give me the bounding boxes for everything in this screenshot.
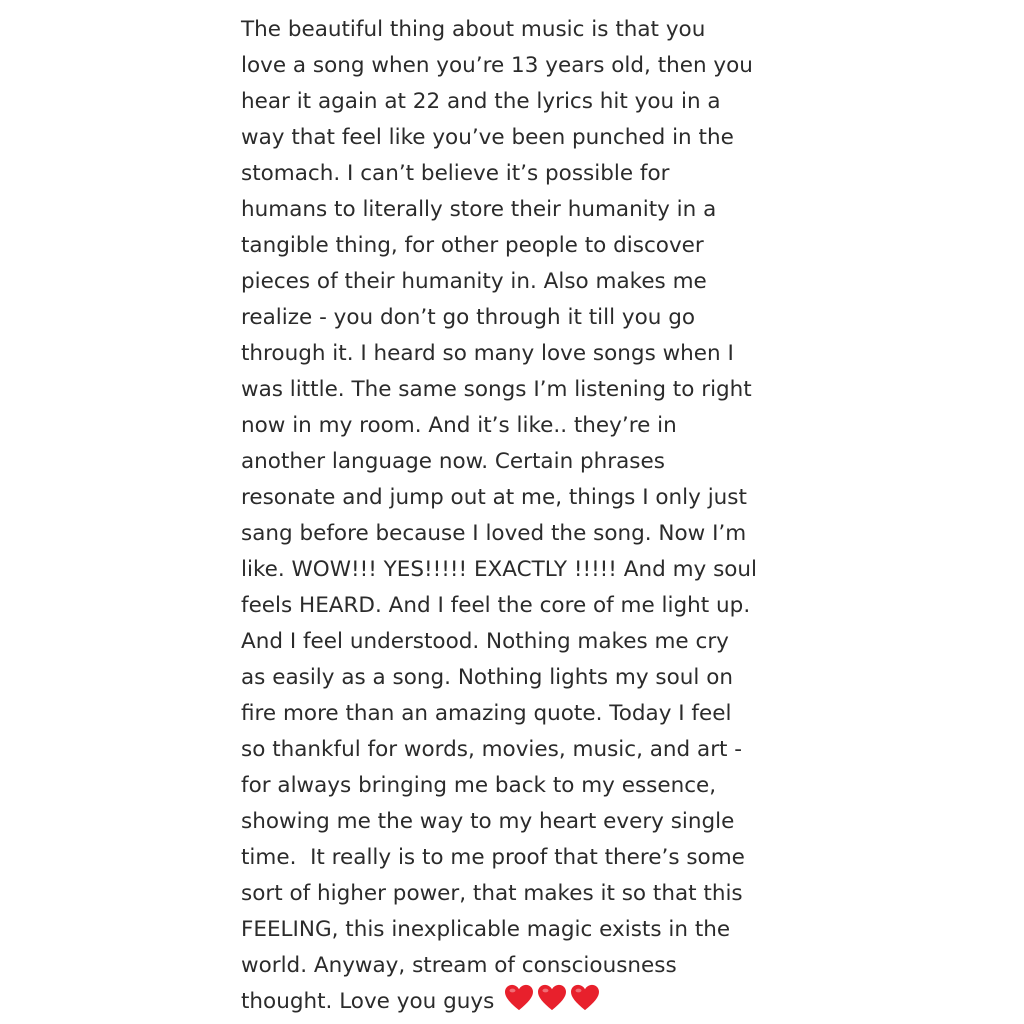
note-line-text: feels HEARD. And I feel the core of me light up. [241, 593, 751, 618]
note-line [241, 156, 781, 192]
note-line [241, 264, 781, 300]
note-line-text: like. WOW!!! YES!!!!! EXACTLY !!!!! And my soul [241, 557, 758, 582]
note-line [241, 84, 781, 120]
note-line-text: sort of higher power, that makes it so that this [241, 881, 743, 906]
note-line [241, 588, 781, 624]
note-line [241, 696, 781, 732]
note-line [241, 732, 781, 768]
note-line-text: tangible thing, for other people to discover [241, 233, 704, 258]
note-line-text: so thankful for words, movies, music, and art - [241, 737, 743, 762]
note-line [241, 300, 781, 336]
note-line [241, 840, 781, 876]
note-line [241, 768, 781, 804]
note-line-text: showing me the way to my heart every single [241, 809, 735, 834]
note-line [241, 480, 781, 516]
note-line-text: as easily as a song. Nothing lights my soul on [241, 665, 733, 690]
note-line [241, 228, 781, 264]
note-line [241, 444, 781, 480]
note-line [241, 408, 781, 444]
note-line [241, 12, 781, 48]
note-line [241, 912, 781, 948]
note-line-text: humans to literally store their humanity in a [241, 197, 717, 222]
note-line [241, 48, 781, 84]
note-line-text: thought. Love you guys [241, 989, 495, 1014]
note-line [241, 372, 781, 408]
note-line [241, 984, 781, 1020]
note-line-text: hear it again at 22 and the lyrics hit you in a [241, 89, 721, 114]
note-line-text: for always bringing me back to my essence, [241, 773, 717, 798]
note-line-text: way that feel like you’ve been punched in the [241, 125, 734, 150]
note-line [241, 624, 781, 660]
red-heart-icon [504, 984, 534, 1012]
note-line [241, 948, 781, 984]
hearts-group [504, 984, 603, 1024]
note-line-text: realize - you don’t go through it till you go [241, 305, 696, 330]
note-line-text: world. Anyway, stream of consciousness [241, 953, 677, 978]
note-line [241, 876, 781, 912]
note-line-text: And I feel understood. Nothing makes me cry [241, 629, 729, 654]
note-line-text: stomach. I can’t believe it’s possible for [241, 161, 670, 186]
note-line [241, 804, 781, 840]
note-line-text: now in my room. And it’s like.. they’re in [241, 413, 677, 438]
note-line-text: The beautiful thing about music is that you [241, 17, 706, 42]
red-heart-icon [570, 984, 600, 1012]
note-text [241, 12, 781, 1020]
note-line-text: FEELING, this inexplicable magic exists in the [241, 917, 731, 942]
note-line [241, 120, 781, 156]
note-line [241, 516, 781, 552]
note-line [241, 552, 781, 588]
note-line [241, 192, 781, 228]
note-line-text: time. It really is to me proof that there’s some [241, 845, 745, 870]
note-line [241, 336, 781, 372]
note-line-text: pieces of their humanity in. Also makes me [241, 269, 707, 294]
note-line-text: fire more than an amazing quote. Today I feel [241, 701, 732, 726]
note-line-text: resonate and jump out at me, things I only just [241, 485, 747, 510]
note-line-text: sang before because I loved the song. Now I’m [241, 521, 747, 546]
red-heart-icon [537, 984, 567, 1012]
note-line-text: another language now. Certain phrases [241, 449, 665, 474]
note-line-text: through it. I heard so many love songs when I [241, 341, 734, 366]
note-line-text: was little. The same songs I’m listening to right [241, 377, 752, 402]
note-line [241, 660, 781, 696]
note-line-text: love a song when you’re 13 years old, then you [241, 53, 753, 78]
